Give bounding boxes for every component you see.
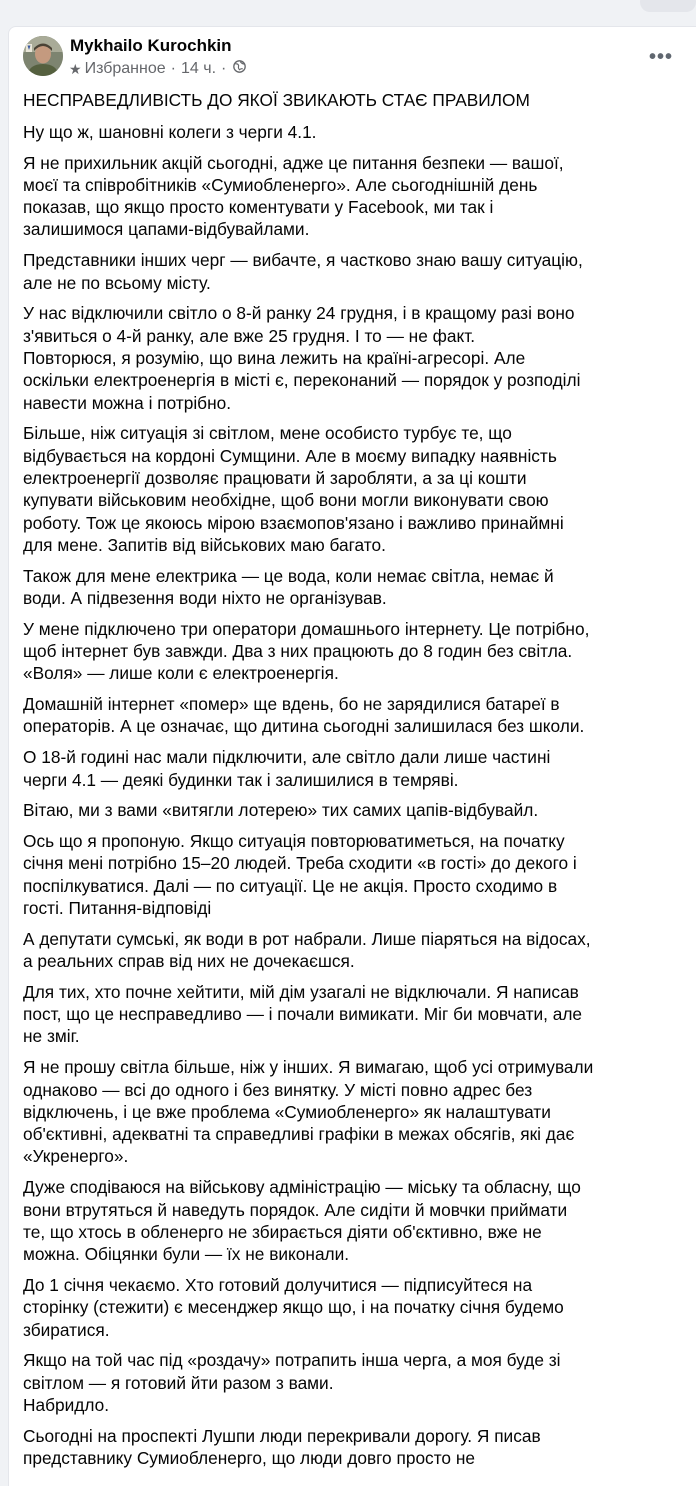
post-meta xyxy=(69,60,246,78)
post-paragraph: Я не прихильник акцій сьогодні, адже це питання безпеки — вашої, моєї та співробітників «Сумиобленерго». Але сьогоднішній день показав, що якщо просто коментувати у Facebook, ми так і залишимося цапами-відбувайлами. xyxy=(23,152,564,240)
post-paragraph: Для тих, хто почне хейтити, мій дім узагалі не відключали. Я написав пост, що це несправедливо — і почали вимикати. Міг би мовчати, але не зміг. xyxy=(23,981,583,1047)
author-name[interactable]: Mykhailo Kurochkin xyxy=(70,36,232,55)
globe-icon[interactable] xyxy=(233,60,246,78)
post-paragraph: Ну що ж, шановні колеги з черги 4.1. xyxy=(23,121,317,142)
post-paragraph: Вітаю, ми з вами «витягли лотерею» тих самих цапів-відбувайл. xyxy=(23,800,539,821)
more-options-icon[interactable]: ••• xyxy=(648,45,673,68)
post-paragraph: Представники інших черг — вибачте, я частково знаю вашу ситуацію, але не по всьому місту. xyxy=(23,250,583,293)
favorites-label[interactable]: Избранное xyxy=(84,60,166,77)
top-action-pill[interactable] xyxy=(640,0,696,12)
post-paragraph: Більше, ніж ситуація зі світлом, мене особисто турбує те, що відбувається на кордоні Сумщини. Але в моєму випадку наявність електроенергії дозволяє працювати й заробляти, а за ці кошти купувати військовим необхідне, щоб вони могли виконувати свою роботу. Тож це якоюсь мірою взаємопов'язано і важливо принаймні для мене. Запитів від військових маю багато. xyxy=(23,423,564,555)
post-paragraph: Домашній інтернет «помер» ще вдень, бо не зарядилися батареї в операторів. А це означає, що дитина сьогодні залишилася без школи. xyxy=(23,694,585,737)
post-time[interactable]: 14 ч. xyxy=(180,60,217,77)
post-text xyxy=(23,89,689,1478)
post-paragraph: О 18-й годині нас мали підключити, але світло дали лише частині черги 4.1 — деякі будинки так і залишилися в темряві. xyxy=(23,747,551,790)
post-paragraph: Якщо на той час під «роздачу» потрапить інша черга, а моя буде зі світлом — я готовий йти разом з вами. Набридло. xyxy=(23,1350,561,1415)
post-paragraph: У мене підключено три оператори домашнього інтернету. Це потрібно, щоб інтернет був завжди. Два з них працюють до 8 годин без світла. «Воля» — лише коли є електроенергія. xyxy=(23,618,590,684)
post-paragraph: Сьогодні на проспекті Лушпи люди перекривали дорогу. Я писав представнику Сумиобленерго, що люди довго просто не xyxy=(23,1425,541,1469)
post-paragraph: До 1 січня чекаємо. Хто готовий долучитися — підписуйтеся на сторінку (стежити) є месенджер якщо що, і на початку січня будемо збиратися. xyxy=(23,1274,564,1340)
post-header xyxy=(9,27,696,91)
avatar-image xyxy=(23,36,63,76)
post-paragraph: Ось що я пропоную. Якщо ситуація повторюватиметься, на початку січня мені потрібно 15–20 людей. Треба сходити «в гості» до декого і поспілкуватися. Далі — по ситуації. Це не акція. Просто сходимо в гості. Питання-відповіді xyxy=(23,831,577,918)
post-paragraph: А депутати сумські, як води в рот набрали. Лише піаряться на відосах, а реальних справ від них не дочекаєшся. xyxy=(23,928,591,972)
feed-top-strip xyxy=(0,0,696,26)
post-card xyxy=(8,26,696,1486)
post-paragraph: У нас відключили світло о 8-й ранку 24 грудня, і в кращому разі воно з'явиться о 4-й ранку, але вже 25 грудня. І то — не факт. Повторюся, я розумію, що вина лежить на країні-агресорі. Але оскільки електроенергія в місті є, переконаний — порядок у розподілі навести можна і потрібно. xyxy=(23,303,581,413)
post-title: НЕСПРАВЕДЛИВІСТЬ ДО ЯКОЇ ЗВИКАЮТЬ СТАЄ ПРАВИЛОМ xyxy=(23,90,530,110)
post-paragraph: Також для мене електрика — це вода, коли немає світла, немає й води. А підвезення води ніхто не організував. xyxy=(23,565,554,608)
post-paragraph: Я не прошу світла більше, ніж у інших. Я вимагаю, щоб усі отримували однаково — всі до одного і без винятку. У місті повно адрес без відключень, і це вже проблема «Сумиобленерго» як налаштувати об'єктивні, адекватні та справедливі графіки в межах обсягів, які дає «Укренерго». xyxy=(23,1057,594,1167)
meta-separator-2: · xyxy=(221,60,227,77)
avatar[interactable] xyxy=(23,36,63,76)
post-paragraph: Дуже сподіваюся на військову адміністрацію — міську та обласну, що вони втрутяться й наведуть порядок. Але сидіти й мовчки приймати те, що хтось в обленерго не збирається діяти об'єктивно, вже не можна. Обіцянки були — їх не виконали. xyxy=(23,1177,581,1265)
star-icon: ★ xyxy=(69,60,82,77)
meta-separator: · xyxy=(170,60,176,77)
